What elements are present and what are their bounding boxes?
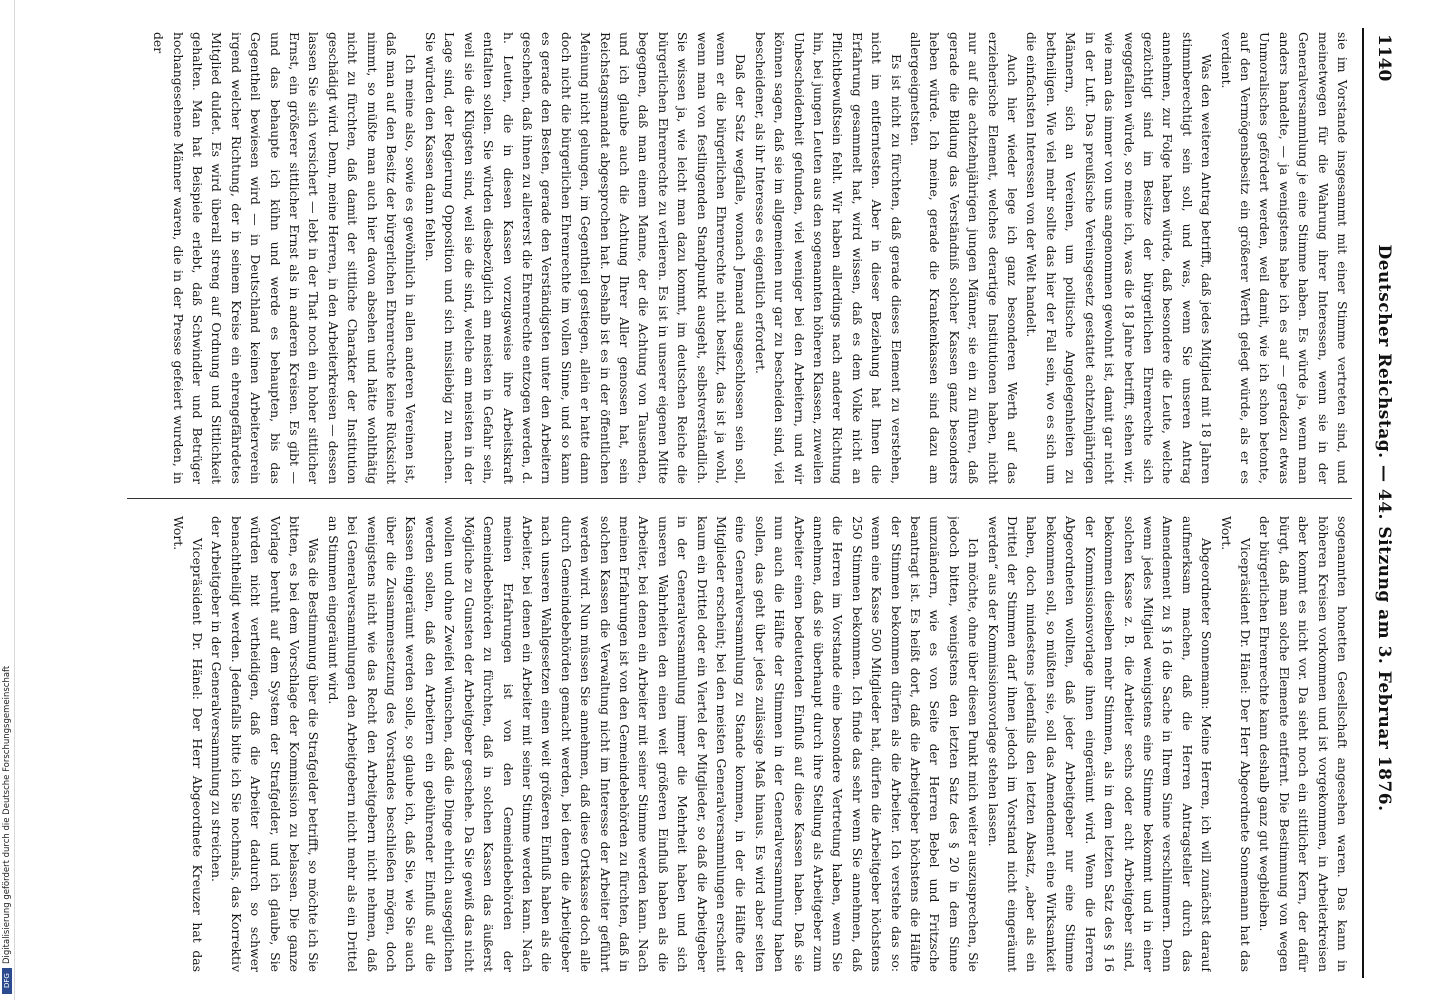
dfg-logo: DFG (2, 968, 12, 994)
running-title: Deutscher Reichstag. — 44. Sitzung am 3. Februar 1876. (1374, 244, 1394, 812)
paragraph: Es ist nicht zu fürchten, daß gerade dieses Element zu verstehen, nicht im entferntesten. Aber in dieser Beziehung hat Ihnen die Erfahrung gesammelt hat, wird wissen, daß es dem Volke nicht an Pflichtbewußtsein fehlt. Wir haben allerdings nach anderer Richtung hin, bei jungen Leuten aus den sogenannten höheren Klassen, zuweilen Unbescheidenheit gefunden, viel weniger bei den Arbeitern, und wir können sagen, daß sie im allgemeinen nur gar zu bescheiden sind, viel bescheidener, als ihr Interesse es eigentlich erfordert. (752, 32, 904, 484)
paragraph: sie im Vorstande insgesammt mit einer Stimme vertreten sind, und meinetwegen für die Wahrung ihrer Interessen, wenn sie in der Generalversammlung je eine Stimme haben. Es würde ja, wenn man anders handelte, — ja wenigstens habe ich es auf — geradezu etwas Unmoralisches gefördert werden, weil damit, wie ich schon betonte, auf den Vermögensbesitz ein größerer Werth gelegt würde, als er es verdient. (1218, 32, 1350, 484)
digitization-credit: Digitalisierung gefördert durch die Deutsche Forschungsgemeinschaft (2, 665, 12, 964)
column-divider (127, 498, 1352, 499)
scanned-page (114, 28, 1404, 978)
speaker-paragraph: Vicepräsident Dr. Hänel: Der Herr Abgeordnete Kreuzer hat das Wort. (170, 516, 206, 972)
speaker-paragraph: Abgeordneter Sonnemann: Meine Herren, ich will zunächst darauf aufmerksam machen, daß die Herren Antragsteller durch das Amendement zu § 16 die Sache in Ihrem Sinne verschlimmern. Denn wenn jedes Mitglied wenigstens eine Stimme bekommt und in einer solchen Kasse z. B. die Arbeiter sechs oder acht Arbeitgeber sind, bekommen dieselben mehr Stimmen, als in dem letzten Satz des § 16 der Kommissionsvorlage ihnen eingeräumt wird. Wenn die Herren Abgeordneten wollten, daß jeder Arbeitgeber nur eine Stimme bekommen soll, so müßten sie, soll das Amendement eine Wirksamkeit haben, doch mindestens jedenfalls den letzten Absatz, „aber als ein Drittel der Stimmen darf ihnen jedoch im Vorstand nicht eingeräumt werden“ aus der Kommissionsvorlage stehen lassen. (985, 516, 1215, 972)
paragraph: Ich meine also, sowie es gewöhnlich in allen anderen Vereinen ist, daß man auf den Besitz der bürgerlichen Ehrenrechte keine Rücksicht nimmt, so müßte man auch hier davon absehen und hätte wohlthätig nicht zu fürchten, daß damit der sittliche Charakter der Institution geschädigt wird. Denn, meine Herren, in den Arbeiterkreisen — dessen lassen Sie sich versichert — lebt in der That noch ein hoher sittlicher Ernst, ein größerer sittlicher Ernst als in anderen Kreisen. Es gibt — und das behaupte ich kühn und werde es behaupten, bis das Gegentheil bewiesen wird — in Deutschland keinen Arbeiterverein irgend welcher Richtung, der in seinem Kreise ein ehrengefährdetes Mitglied duldet. Es wird überall streng auf Ordnung und Sittlichkeit gehalten. Man hat Beispiele erlebt, daß Schwindler und Betrüger hochangesehene Männer waren, die in der Presse gefeiert wurden, in der (151, 32, 419, 484)
left-column (127, 32, 1352, 484)
paragraph: Was den weiteren Antrag betrifft, daß jedes Mitglied mit 18 Jahren stimmberechtigt sein soll, und was, wenn Sie unseren Antrag annehmen, zur Folge haben würde, daß besondere die Leute, welche gezüchtigt sind im Besitze der bürgerlichen Ehrenrechte sich weggefallen würde, so meine ich, was die 18 Jahre betrifft, stehen wir, wie man das immer von uns angenommen gewohnt ist, damit gar nicht in der Luft. Das preußische Vereinsgesetz gestattet achtzehnjährigen Männern, sich an Vereinen, um politische Angelegenheiten zu betheiligen. Wie viel mehr sollte das hier der Fall sein, wo es sich um die einfachsten Interessen von der Welt handelt. (1024, 32, 1215, 484)
paragraph: Ich möchte, ohne über diesen Punkt mich weiter auszusprechen, Sie jedoch bitten, wenigstens den letzten Satz des § 20 in dem Sinne umzuändern, wie es von Seite der Herren Bebel und Fritzsche beantragt ist. Es heißt dort, daß die Arbeitgeber höchstens die Hälfte der Stimmen bekommen dürfen als die Arbeiter. Ich verstehe das so: wenn eine Kasse 500 Mitglieder hat, dürfen die Arbeitgeber höchstens 250 Stimmen bekommen. Ich finde das sehr wenn Sie annehmen, daß die Herren im Vorstande eine besondere Vertretung haben, wenn Sie annehmen, daß sie überhaupt durch ihre Stellung als Arbeitgeber zum Arbeiter einen bedeutenden Einfluß auf diese Kassen haben. Daß sie nun auch die Hälfte der Stimmen in der Generalversammlung haben sollen, das geht über jedes zulässige Maß hinaus. Es wird aber selten eine Generalversammlung zu Stande kommen, in der die Hälfte der Mitglieder erscheint; bei den meisten Generalversammlungen erscheint kaum ein Drittel oder ein Viertel der Mitglieder, so daß die Arbeitgeber in der Generalversammlung immer die Mehrheit haben und sich unseren Wahrheiten den einen weit größeren Einfluß haben als die Arbeiter, bei denen ein Arbeiter mit seiner Stimme werden kann. Nach meinen Erfahrungen ist von den Gemeindebehörden zu fürchten, daß in solchen Kassen die Verwaltung nicht im Interesse der Arbeiter geführt werden wird. Nun müssen Sie annehmen, daß diese Ortskasse doch alle durch Gemeindebehörden gemacht werden, bei denen die Arbeitgeber nach unseren Wahlgesetzen einen weit größeren Einfluß haben als die Arbeiter, bei denen ein Arbeiter mit seiner Stimme werden kann. Nach meinen Erfahrungen ist von den Gemeindebehörden der Gemeindebehörden zu fürchten, daß in solchen Kassen das äußerst Mögliche zu Gunsten der Arbeitgeber geschehe. Da Sie gewiß das nicht wollen und ohne Zweifel wünschen, daß die Dinge ehrlich ausgeglichen werden sollen, daß den Arbeitern ein gebührender Einfluß auf die Kassen eingeräumt werden solle, so glaube ich, daß Sie, wie Sie auch über die Zusammensetzung des Vorstandes beschließen mögen, doch wenigstens nicht wie das Recht den Arbeitgebern nicht nehmen, daß bei Generalversammlungen den Arbeitgebern nicht mehr als ein Drittel an Stimmen eingeräumt wird. (325, 516, 982, 972)
paragraph: Auch hier wieder lege ich ganz besonderen Werth auf das erzieherische Element, welches derartige Institutionen haben, nicht nur auf die achtzehnjährigen jungen Männer, sie ein zu führen, daß gerade die Bildung das Verständniß solcher Kassen ganz besonders heben würde. Ich meine, gerade die Krankenkassen sind dazu am allergeeignetsten. (908, 32, 1021, 484)
paragraph: Daß der Satz wegfalle, wonach Jemand ausgeschlossen sein soll, wenn er die bürgerlichen Ehrenrechte nicht besitzt, das ist ja wohl, wenn man von festlingenden Standpunkt ausgeht, selbstverständlich. Sie wissen ja, wie leicht man dazu kommt, im deutschen Reiche die bürgerlichen Ehrenrechte zu verlieren. Es ist in unserer eigenen Mitte begegnen, daß man einem Manne, der die Achtung von Tausenden, und ich glaube auch die Achtung Ihrer Aller genossen hat, sein Reichstagsmandat abgesprochen hat. Deshalb ist es in der öffentlichen Meinung nicht gelungen, im Gegentheil gestiegen, allein er hatte dann doch nicht die bürgerlichen Ehrenrechte im vollen Sinne, und so kann es gerade den Besten, gerade den Verständigsten unter den Arbeitern geschehen, daß ihnen zu allererst die Ehrenrechte entzogen werden, d. h. Leuten, die in diesen Kassen vorzugsweise ihre Arbeitskraft entfalten sollen. Sie würden diesbezüglich am meisten in Gefahr sein, weil sie die Klügsten sind, weil sie die sind, welche am meisten in der Lage sind, der Regierung Opposition und sich missliebig zu machen. Sie würden den Kassen dann fehlen. (422, 32, 749, 484)
paragraph: Was die Bestimmung über die Strafgelder betrifft, so möchte ich Sie bitten, es bei dem Vorschlage der Kommission zu belassen. Die ganze Vorlage beruht auf dem System der Strafgelder, und ich glaube, Sie würden nicht vertheidigen, daß die Arbeiter dadurch so schwer benachtheiligt werden. Jedenfalls bitte ich Sie nochmals, das Korrektiv der Arbeitgeber in der Generalversammlung zu streichen. (209, 516, 322, 972)
page-number: 1140 (1374, 34, 1394, 82)
speaker-paragraph: Vicepräsident Dr. Hänel: Der Herr Abgeordnete Sonnemann hat das Wort. (1218, 516, 1253, 972)
right-column (127, 516, 1352, 972)
paragraph: sogenannten honetten Gesellschaft angesehen waren. Das kann in höheren Kreisen vorkommen und ist vorgekommen, in Arbeiterkreisen aber kommt es nicht vor. Da sieht noch ein sittlicher Kern, der dafür bürgt, daß man solche Elemente entfernt. Die Bestimmung von wegen der bürgerlichen Ehrenrechte kann deshalb ganz gut wegbleiben. (1257, 516, 1350, 972)
page-header (1362, 28, 1404, 978)
